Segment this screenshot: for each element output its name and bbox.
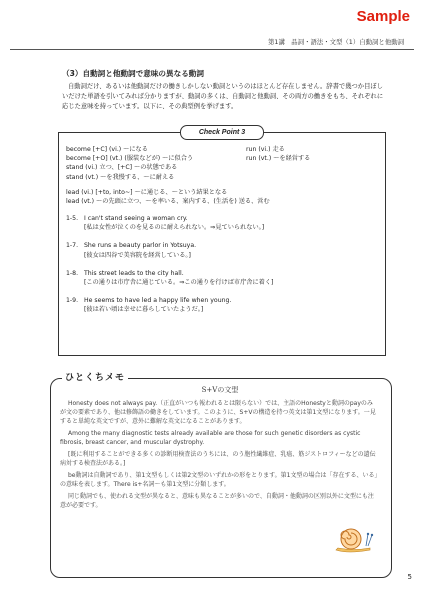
memo-body	[60, 399, 378, 513]
example-number: 1-7.	[66, 242, 79, 250]
example-item	[66, 241, 378, 259]
example-number: 1-8.	[66, 269, 79, 277]
verb-pair-row	[66, 145, 378, 154]
memo-paragraph: [既に利用することができる多くの診断用検査法のうちには、のう胞性繊維症、乳癌、筋ジストロフィーなどの遺伝病対する検査法がある。]	[60, 451, 376, 467]
checkpoint-content	[66, 145, 378, 314]
verb-def: become [+C] (vi.) 〜になる	[66, 146, 148, 153]
memo-paragraph: Honesty does not always pay.（正直がいつも報われるとは限らない）では、主語のHonestyと動詞のpayのみが文の要素であり、他は修飾語の働きをしています。このように、S+Vの構造を持つ英文は第1文型になります。一見すると単純な英文ですが、意外に難解な英文になることがあります。	[60, 400, 376, 425]
example-english: This street leads to the city hall.	[84, 269, 184, 277]
page-number: 5	[407, 573, 412, 581]
verb-pair-row	[66, 154, 378, 163]
example-english: I can't stand seeing a woman cry.	[84, 215, 188, 223]
checkpoint-title: Check Point 3	[180, 125, 264, 140]
snail-illustration	[334, 524, 374, 554]
memo-paragraph: 同じ動詞でも、使われる文型が異なると、意味も異なることが多いので、自動詞・他動詞の区別以外に文型にも注意が必要です。	[60, 493, 374, 509]
memo-subtitle: S+Vの文型	[201, 386, 239, 394]
verb-def: stand (vi.) 立つ、[+C] 〜の状態である	[66, 164, 178, 172]
example-translation: [彼女は四谷で美容院を経営している。]	[84, 251, 191, 259]
verb-def: lead (vi.) [+to, into~] 〜に通じる、〜という結果となる	[66, 188, 228, 196]
verb-def: run (vi.) 走る	[246, 146, 285, 153]
example-english: He seems to have led a happy life when young.	[84, 296, 232, 304]
example-english: She runs a beauty parlor in Yotsuya.	[84, 242, 197, 250]
example-item	[66, 269, 378, 287]
memo-title: ひとくちメモ	[62, 370, 128, 383]
example-item	[66, 296, 378, 314]
memo-paragraph: be動詞は自動詞であり、第1文型もしくは第2文型のいずれかの形をとります。第1文型の場合は「存在する、いる」の意味を表します。There is+名詞〜も第1文型に分類します。	[60, 472, 378, 488]
verb-def: stand (vt.) 〜を我慢する、〜に耐える	[66, 173, 175, 181]
example-number: 1-5.	[66, 215, 79, 223]
example-number: 1-9.	[66, 296, 79, 304]
chapter-header: 第1講 品詞・語法・文型（1）自動詞と他動詞	[268, 38, 404, 46]
verb-def: run (vt.) 〜を経営する	[246, 155, 311, 163]
intro-paragraph: 自動詞だけ、あるいは他動詞だけの働きしかしない動詞というのはほとんど存在しません。辞書で幾つか目ぼしいだけた単語を引いてみれば分かりますが、動詞の多くは、自動詞と他動詞、その両方の働きをもち、それぞれに応じた意味を持っています。以下に、その典型例を挙げます。	[62, 83, 384, 110]
header-divider	[10, 49, 414, 50]
memo-paragraph: Among the many diagnostic tests already available are those for such genetic disorders as cystic fibrosis, breast cancer, and muscular dystrophy.	[60, 430, 361, 446]
example-translation: [彼は若い頃は幸せに暮らしていたようだ。]	[84, 306, 204, 314]
sample-watermark: Sample	[356, 8, 410, 25]
example-translation: [この通りは市庁舎に通じている。⇒この通りを行けば市庁舎に着く]	[84, 278, 274, 286]
verb-def: lead (vt.) 〜の先頭に立つ、〜を率いる、案内する、(生活を) 送る、営む	[66, 198, 270, 206]
section-title: （3）自動詞と他動詞で意味の異なる動詞	[62, 69, 204, 78]
example-translation: [私は女性が泣くのを見るのに耐えられない。⇒見ていられない。]	[84, 224, 265, 232]
example-item	[66, 214, 378, 232]
verb-def: become [+O] (vt.) (服装などが) 〜に似合う	[66, 155, 194, 163]
